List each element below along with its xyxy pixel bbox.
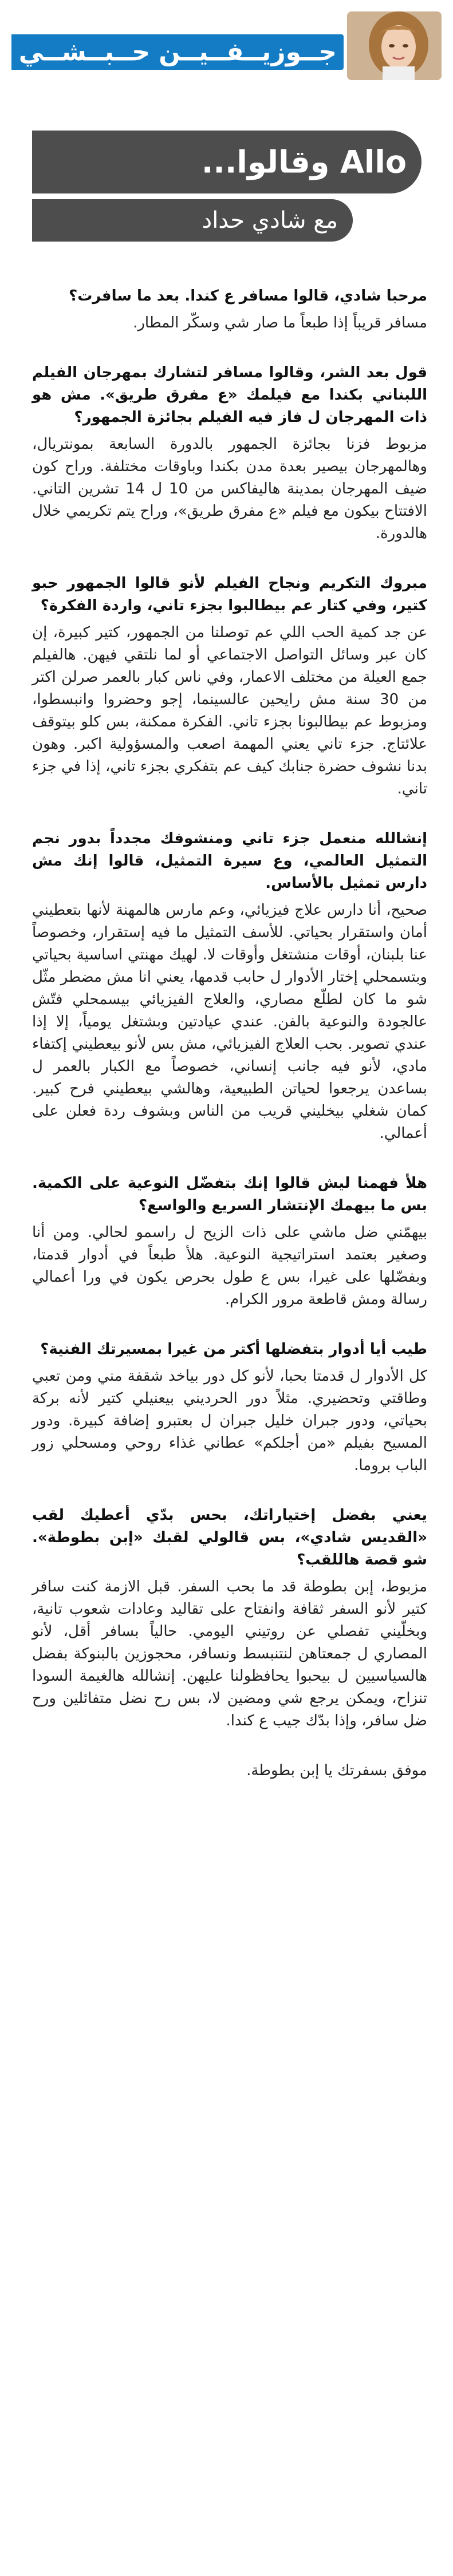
- answer: كل الأدوار ل قدمتا بحبا، لأنو كل دور بياخد شقفة مني ومن تعبي وطاقتي وتحضيري. مثلاً دور الحرديني بيعنيلي كتير لأنه بركة بحياتي، ودور جبران خليل جبران ل بعتبرو إضافة كبيرة. ودور المسيح بفيلم «من أجلكم» عطاني غذاء روحي ومسحلي زور الباب بروما.: [32, 1368, 427, 1474]
- qa-item: [32, 828, 427, 1145]
- title-area: [32, 131, 422, 256]
- question: يعني بفضل إختياراتك، بحس بدّي أعطيك لقب «القديس شادي»، بس قالولي لقبك «إبن بطوطة». شو قصة هاللقب؟: [32, 1507, 427, 1568]
- subtitle-bar: [32, 199, 353, 242]
- answer: مزبوط فزنا بجائزة الجمهور بالدورة السابعة بمونتريال، وهالمهرجان بيصير بعدة مدن بكندا وباوقات مختلفة. وراح كون ضيف المهرجان بمدينة هاليفاكس من 10 ل 14 تشرين التاني. الافتتاح بيكون مع فيلم «ع مفرق طريق»، وراح يتم تكريمي خلال هالدورة.: [32, 436, 427, 542]
- page-title: Allo وقالوا...: [201, 144, 407, 180]
- qa-item: [32, 362, 427, 545]
- question: إنشالله منعمل جزء تاني ومنشوفك مجدداً بدور نجم التمثيل العالمي، وع سيرة التمثيل، قالوا إنك مش دارس تمثيل بالأساس.: [32, 830, 427, 892]
- question: مبروك التكريم ونجاح الفيلم لأنو قالوا الجمهور حبو كتير، وفي كتار عم بيطالبوا بجزء تاني، واردة الفكرة؟: [32, 575, 427, 614]
- closing-line: [32, 1760, 427, 1782]
- article-body: [32, 285, 427, 1809]
- qa-item: [32, 1338, 427, 1477]
- qa-item: [32, 572, 427, 800]
- question: قول بعد الشر، وقالوا مسافر لتشارك بمهرجان الفيلم اللبناني بكندا مع فيلمك «ع مفرق طريق». مش هو ذات المهرجان ل فاز فيه الفيلم بجائزة الجمهور؟: [32, 364, 427, 426]
- question: هلأ فهمنا ليش قالوا إنك بتفضّل النوعية على الكمية. بس ما بيهمك الإنتشار السريع والواسع؟: [32, 1175, 427, 1214]
- author-avatar: [347, 11, 442, 80]
- question: طيب أيا أدوار بتفضلها أكتر من غيرا بمسيرتك الفنية؟: [40, 1341, 427, 1358]
- qa-item: [32, 1504, 427, 1732]
- answer: بيهمّني ضل ماشي على ذات الزيح ل راسمو لحالي. ومن أنا وصغير بعتمد استراتيجية النوعية. هلأ طبعاً في أدوار قدمتا، وبفضّلها على غيرا، بس ع طول بحرص يكون في ورا أعمالي رسالة ومش قاطعة مرور الكرام.: [32, 1224, 427, 1308]
- closing-text: موفق بسفرتك يا إبن بطوطة.: [246, 1762, 427, 1779]
- question: مرحبا شادي، قالوا مسافر ع كندا. بعد ما سافرت؟: [69, 287, 427, 305]
- author-name: جــوزيــفــيــن حــبــشــي: [18, 37, 337, 67]
- answer: مزبوط، إبن بطوطة قد ما بحب السفر. قبل الازمة كنت سافر كتير لأنو السفر ثقافة وانفتاح على تقاليد وعادات شعوب تانية، وبخلّيني تفصلي عن روتيني اليومي. حالياً بسافر أقل، لأنو المصاري ل جمعتاهن لنتنبسط ونسافر، محجوزين بالبنوكة بفضل هالسياسيين ل بيحبوا يحافظولنا عليهن. إنشالله هالغيمة السودا تنزاح، ويمكن يرجع شي ومضين لا، بس رح نضل متفائلين ورح ضل سافر، وإذا بدّك جيب ع كندا.: [32, 1578, 427, 1729]
- author-name-bar: [11, 34, 344, 70]
- answer: صحيح، أنا دارس علاج فيزيائي، وعم مارس هالمهنة لأنها بتعطيني أمان واستقرار بحياتي. للأسف التمثيل ما فيه إستقرار، وخصوصاً عنا بلبنان، أوقات منشتغل وأوقات لا. لهيك مهنتي اساسية بحياتي وبتسمحلي إختار الأدوار ل حابب قدمها، يعني انا مش مضطر مثّل شو ما كان لطلّع مصاري، والعلاج الفيزيائي بيسمحلي فتّش عالجودة والنوعية بالفن. عندي عيادتين وبشتغل يومياً، إلا إذا عندي تصوير. بحب العلاج الفيزيائي، مش بس لأنو بيعطيني إكتفاء مادي، لأنو فيه جانب إنساني، خصوصاً مع الكبار بالعمر ل بساعدن يرجعوا لحياتن الطبيعية، وهالشي بيعطيني فرح كبير. كمان شغلي بيخليني قريب من الناس وبشوف ردة فعلن على أعمالي.: [32, 902, 427, 1142]
- qa-item: [32, 1172, 427, 1311]
- answer: عن جد كمية الحب اللي عم توصلنا من الجمهور، كتير كبيرة، إن كان عبر وسائل التواصل الاجتماعي أو لما نلتقي فيهن. هالفيلم جمع العيلة من مختلف الاعمار، وفي ناس كبار بالعمر صرلن اكتر من 30 سنة مش رايحين عالسينما، إجو وحضروا وانبسطوا، ومزبوط عم بيطالبونا بجزء تاني. الفكرة ممكنة، بس كلو بيتوقف علائتاج. جزء تاني يعني المهمة اصعب والمسؤولية اكبر. وهون بدنا نشوف حضرة جنابك كيف عم بتفكري بجزء تاني، إذا في جزء تاني.: [32, 624, 428, 797]
- author-photo-icon: [347, 11, 442, 80]
- title-bar: [32, 131, 422, 193]
- page-subtitle: مع شادي حداد: [202, 207, 338, 234]
- qa-item: [32, 285, 427, 334]
- author-band: [11, 11, 442, 80]
- answer: مسافر قريباً إذا طبعاً ما صار شي وسكّر المطار.: [133, 314, 427, 331]
